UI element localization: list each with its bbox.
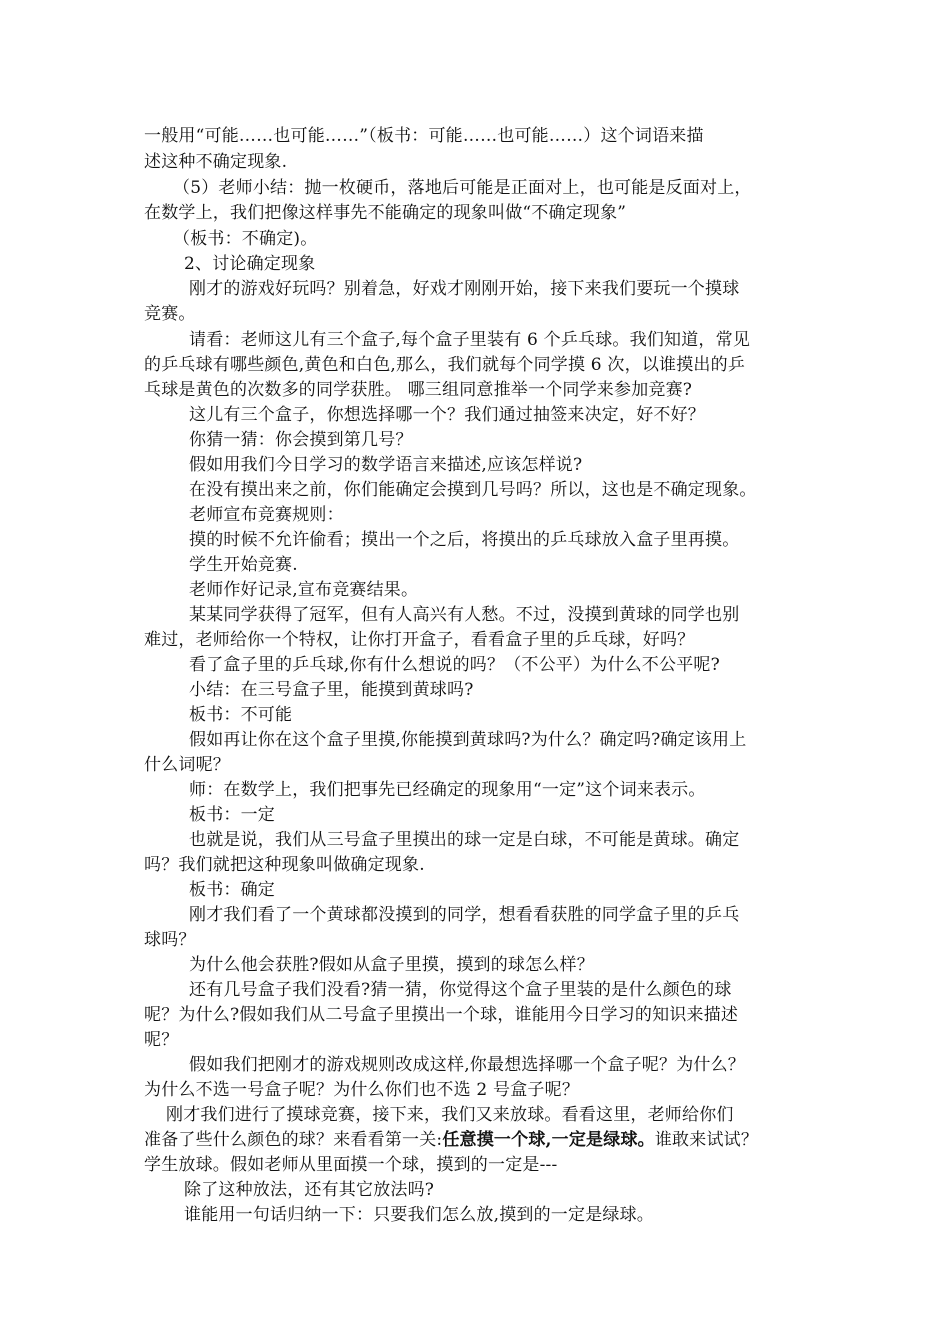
text-line: 学生放球。假如老师从里面摸一个球，摸到的一定是--- xyxy=(144,1155,558,1175)
text-line: 你猜一猜：你会摸到第几号？ xyxy=(189,430,413,450)
text-line: 除了这种放法，还有其它放法吗? xyxy=(184,1180,435,1200)
text-line: 师：在数学上，我们把事先已经确定的现象用“一定”这个词来表示。 xyxy=(189,780,706,800)
text-line: 乓球是黄色的次数多的同学获胜。 哪三组同意推举一个同学来参加竞赛? xyxy=(144,380,693,400)
text-line: 难过，老师给你一个特权，让你打开盒子，看看盒子里的乒乓球，好吗？ xyxy=(144,630,695,650)
text-line: 吗？我们就把这种现象叫做确定现象. xyxy=(144,855,425,875)
text-line: 也就是说，我们从三号盒子里摸出的球一定是白球，不可能是黄球。确定 xyxy=(189,830,740,850)
text-line: 谁能用一句话归纳一下：只要我们怎么放,摸到的一定是绿球。 xyxy=(184,1205,655,1225)
text-line: 摸的时候不允许偷看；摸出一个之后，将摸出的乒乓球放入盒子里再摸。 xyxy=(189,530,740,550)
text-line: 板书：一定 xyxy=(189,805,275,825)
text-line: 刚才我们进行了摸球竞赛，接下来，我们又来放球。看看这里，老师给你们 xyxy=(166,1105,734,1125)
text-line: 还有几号盒子我们没看?猜一猜，你觉得这个盒子里装的是什么颜色的球 xyxy=(189,980,732,1000)
text-line: （5）老师小结：抛一枚硬币，落地后可能是正面对上，也可能是反面对上， xyxy=(173,178,752,198)
text-line: 的乒乓球有哪些颜色,黄色和白色,那么，我们就每个同学摸 6 次，以谁摸出的乒 xyxy=(144,355,746,375)
text-line: 某某同学获得了冠军，但有人高兴有人愁。不过，没摸到黄球的同学也别 xyxy=(189,605,740,625)
text-line: 为什么他会获胜?假如从盒子里摸，摸到的球怎么样？ xyxy=(189,955,594,975)
text-line: 竞赛。 xyxy=(144,304,196,324)
text-line: 刚才的游戏好玩吗？别着急，好戏才刚刚开始，接下来我们要玩一个摸球 xyxy=(189,279,740,299)
section-heading: 2、讨论确定现象 xyxy=(184,254,316,274)
text-line: 一般用“可能……也可能……”（板书：可能……也可能……）这个词语来描 xyxy=(144,126,704,146)
text-line: 述这种不确定现象. xyxy=(144,152,288,172)
text-line: 这儿有三个盒子，你想选择哪一个？我们通过抽签来决定，好不好？ xyxy=(189,405,705,425)
text-segment: 谁敢来试试？ xyxy=(654,1130,759,1150)
text-line: 看了盒子里的乒乓球,你有什么想说的吗？（不公平）为什么不公平呢? xyxy=(189,655,720,675)
text-line: 请看：老师这儿有三个盒子,每个盒子里装有 6 个乒乓球。我们知道，常见 xyxy=(189,330,751,350)
text-line: 小结：在三号盒子里，能摸到黄球吗? xyxy=(189,680,474,700)
text-line: 学生开始竞赛. xyxy=(189,555,298,575)
text-line: （板书：不确定)。 xyxy=(173,229,318,249)
text-line: 在没有摸出来之前，你们能确定会摸到几号吗？所以，这也是不确定现象。 xyxy=(189,480,757,500)
text-line: 在数学上，我们把像这样事先不能确定的现象叫做“不确定现象” xyxy=(144,203,627,223)
text-line xyxy=(144,1128,824,1152)
text-line: 老师作好记录,宣布竞赛结果。 xyxy=(189,580,419,600)
text-line: 刚才我们看了一个黄球都没摸到的同学，想看看获胜的同学盒子里的乒乓 xyxy=(189,905,740,925)
text-line: 呢？为什么?假如我们从二号盒子里摸出一个球，谁能用今日学习的知识来描述 xyxy=(144,1005,739,1025)
text-line: 板书：确定 xyxy=(189,880,275,900)
text-line: 老师宣布竞赛规则： xyxy=(189,505,344,525)
text-line: 呢？ xyxy=(144,1030,179,1050)
text-line: 假如我们把刚才的游戏规则改成这样,你最想选择哪一个盒子呢？为什么？ xyxy=(189,1055,746,1075)
text-line: 板书：不可能 xyxy=(189,705,293,725)
text-line: 假如再让你在这个盒子里摸,你能摸到黄球吗?为什么？确定吗?确定该用上 xyxy=(189,730,747,750)
text-line: 假如用我们今日学习的数学语言来描述,应该怎样说? xyxy=(189,455,583,475)
text-line: 什么词呢？ xyxy=(144,755,230,775)
bold-text-segment: 任意摸一个球,一定是绿球。 xyxy=(442,1130,655,1150)
text-line: 球吗？ xyxy=(144,930,196,950)
text-segment: 准备了些什么颜色的球？来看看第一关: xyxy=(144,1130,443,1150)
text-line: 为什么不选一号盒子呢？为什么你们也不选 2 号盒子呢？ xyxy=(144,1080,580,1100)
